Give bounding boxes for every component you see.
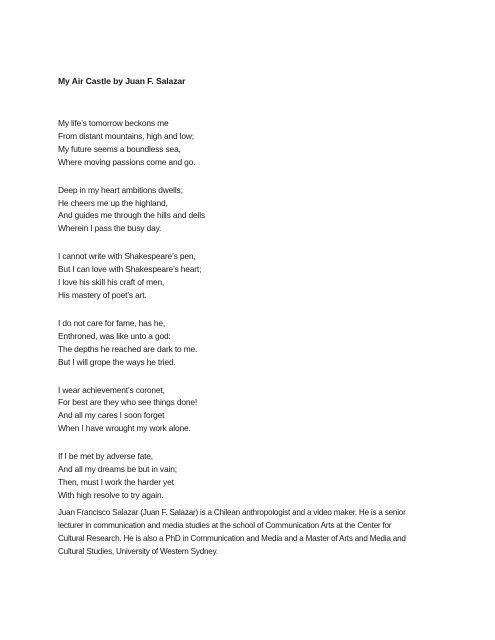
poem-line: My future seems a boundless sea, — [58, 143, 181, 154]
stanza-2 — [58, 184, 458, 236]
poem-line: With high resolve to try again. — [58, 489, 164, 500]
poem-line: From distant mountains, high and low; — [58, 130, 194, 141]
poem-line: And all my dreams be but in vain; — [58, 464, 177, 475]
poem-line: Enthroned, was like unto a god: — [58, 330, 171, 341]
bio-line: lecturer in communication and media studies at the school of Communication Arts at the Center for — [58, 521, 392, 530]
poem-line: The depths he reached are dark to me. — [58, 343, 198, 354]
stanza-6 — [58, 450, 458, 502]
poem-line: And all my cares I soon forget — [58, 410, 165, 421]
stanza-4 — [58, 317, 458, 369]
poem-line: Then, must I work the harder yet — [58, 476, 174, 487]
stanza-5 — [58, 384, 458, 436]
poem-line: I love his skill his craft of men, — [58, 277, 165, 288]
poem-line: My life’s tomorrow beckons me — [58, 118, 169, 128]
poem-line: But I can love with Shakespeare’s heart; — [58, 264, 202, 275]
poem-line: If I be met by adverse fate, — [58, 451, 153, 462]
poem-line: And guides me through the hills and dells — [58, 210, 206, 221]
bio-line: Cultural Research. He is also a PhD in Communication and Media and a Master of Arts and Media and — [58, 534, 406, 543]
poem-line: He cheers me up the highland, — [58, 197, 168, 208]
stanza-1 — [58, 117, 458, 169]
bio-line: Juan Francisco Salazar (Juan F. Salazar) is a Chilean anthropologist and a video maker. He is a senior — [58, 508, 406, 517]
poem-line: Where moving passions come and go. — [58, 156, 196, 167]
poem-line: For best are they who see things done! — [58, 397, 198, 408]
stanza-3 — [58, 250, 458, 302]
poem-line: I cannot write with Shakespeare’s pen, — [58, 251, 196, 262]
poem-body — [58, 117, 458, 517]
poem-line: I do not care for fame, has he, — [58, 317, 166, 328]
poem-line: Deep in my heart ambitions dwells; — [58, 184, 183, 195]
poem-title: My Air Castle by Juan F. Salazar — [58, 76, 186, 86]
poem-line: Wherein I pass the busy day. — [58, 223, 162, 234]
author-bio — [58, 506, 448, 558]
poem-line: His mastery of poet’s art. — [58, 289, 147, 300]
poem-line: I wear achievement’s coronet, — [58, 384, 165, 395]
poem-line: But I will grope the ways he tried. — [58, 356, 176, 367]
poem-line: When I have wrought my work alone. — [58, 423, 191, 434]
bio-line: Cultural Studies, University of Western Sydney. — [58, 547, 218, 556]
